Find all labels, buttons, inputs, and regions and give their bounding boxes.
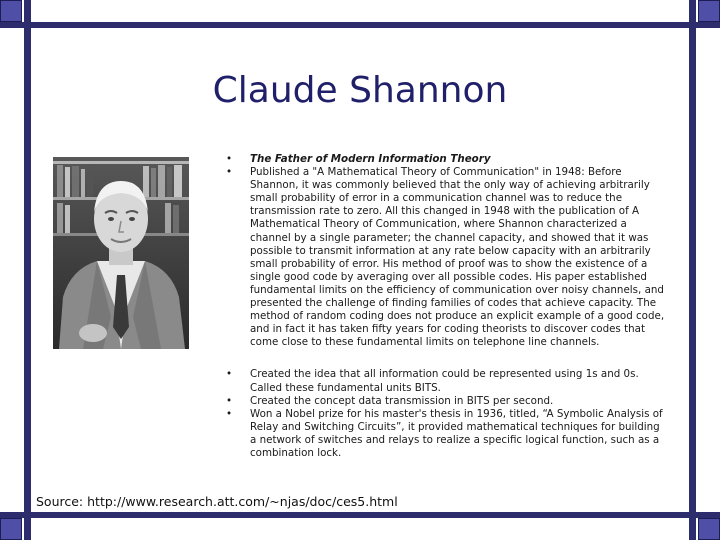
portrait-photo-icon: [53, 157, 189, 349]
bullet-text: Won a Nobel prize for his master's thesis in 1936, titled, “A Symbolic Analysis of Relay and Switching Circuits”, it provided mathematical techniques for building a network of switches and relays to realize a specific logical function, such as a combination lock.: [250, 407, 663, 459]
bullet-dot: •: [226, 407, 233, 420]
bullet-text: Published a "A Mathematical Theory of Communication" in 1948: Before Shannon, it was commonly believed that the only way of achieving arbitrarily small probability of error in a communication channel was to reduce the transmission rate to zero. All this changed in 1948 with the publication of A Mathematical Theory of Communication, where Shannon characterized a channel by a single parameter; the channel capacity, and showed that it was possible to transmit information at any rate below capacity with an arbitrarily small probability of error. His method of proof was to show the existence of a single good code by averaging over all possible codes. His paper established fundamental limits on the efficiency of communication over noisy channels, and presented the challenge of finding families of codes that achieve capacity. The method of random coding does not produce an explicit example of a good code, and in fact it has taken fifty years for coding theorists to discover codes that come close to these fundamental limits on telephone line channels.: [250, 166, 665, 349]
bullet-item-2: [226, 166, 666, 349]
frame-bottom-bar: [0, 512, 720, 518]
bullet-dot: •: [226, 153, 233, 165]
bullet-text: Created the concept data transmission in BITS per second.: [250, 394, 554, 407]
corner-square-bottom-right: [698, 518, 720, 540]
frame-top-bar: [0, 22, 720, 28]
corner-square-bottom-left: [0, 518, 22, 540]
bullet-item-3: [226, 368, 666, 394]
corner-square-top-left: [0, 0, 22, 22]
bullet-list: [226, 153, 666, 460]
slide-title: Claude Shannon: [212, 70, 508, 111]
source-citation: Source: http://www.research.att.com/~njas/doc/ces5.html: [36, 494, 398, 509]
bullet-dot: •: [226, 394, 233, 407]
bullet-item-4: [226, 395, 666, 408]
bullet-text: Created the idea that all information could be represented using 1s and 0s. Called these fundamental units BITS.: [250, 368, 639, 394]
portrait-photo-svg: [53, 157, 189, 349]
corner-square-top-right: [698, 0, 720, 22]
bullet-text: The Father of Modern Information Theory: [250, 153, 491, 165]
bullet-item-1: [226, 153, 666, 166]
bullet-dot: •: [226, 368, 233, 381]
bullet-item-5: [226, 408, 666, 460]
bullet-dot: •: [226, 166, 233, 179]
